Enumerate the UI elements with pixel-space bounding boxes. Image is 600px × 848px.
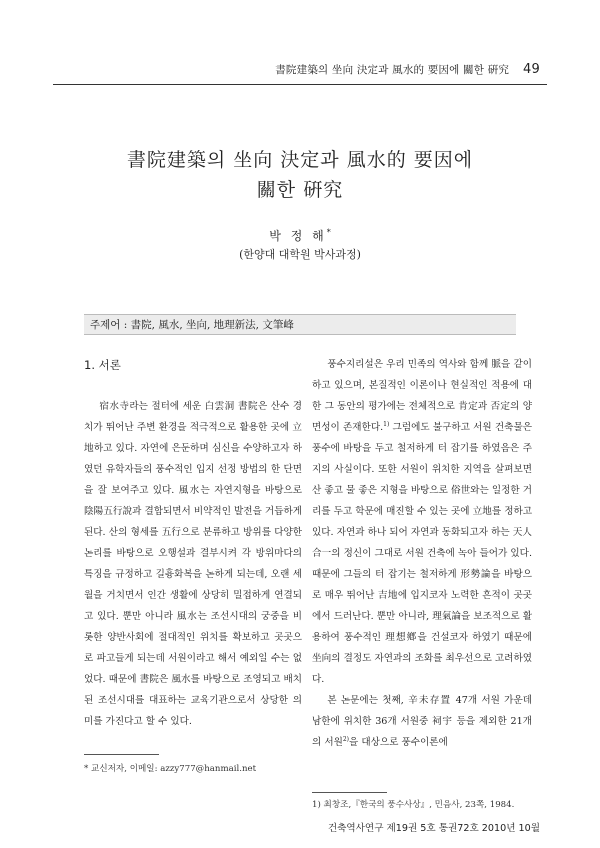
journal-footer: 건축역사연구 제19권 5호 통권72호 2010년 10월	[327, 823, 540, 834]
footnote-rule-left	[84, 754, 159, 755]
footnote-corresponding-author: * 교신저자, 이메일: azzy777@hanmail.net	[84, 764, 257, 774]
running-head	[275, 62, 540, 77]
header-rule	[53, 84, 547, 85]
left-paragraph: 宿水寺라는 절터에 세운 白雲洞 書院은 산수 경치가 뛰어난 주변 환경을 적극적으로 활용한 곳에 立地하고 있다. 자연에 은둔하며 심신을 수양하고자 하였던 유학자들의 풍수적인 입지 선정 방법의 한 단면을 잘 보여주고 있다. 風水는 자연지형을 바탕으로 陰陽五行說과 결합되면서 비약적인 발전을 거듭하게 된다. 산의 형세를 五行으로 분류하고 방위를 다양한 논리를 바탕으로 오행설과 결부시켜 각 방위마다의 특징을 규정하고 길흉화복을 논하게 되는데, 오랜 세월을 거치면서 인간 생활에 상당히 밀접하게 연결되고 있다. 뿐만 아니라 風水는 조선시대의 궁중을 비롯한 양반사회에 절대적인 위치를 확보하고 곳곳으로 파고들게 되는데 서원이라고 해서 예외일 수는 없었다. 때문에 書院은 風水를 바탕으로 조영되고 배치된 조선시대를 대표하는 교육기관으로서 상당한 의미를 가진다고 할 수 있다.	[84, 401, 302, 727]
right-column	[312, 354, 532, 753]
author-name: 박 정 해	[269, 229, 327, 243]
right-paragraph-2-text-a: 본 논문에는 첫째, 辛未存置 47개 서원 가운데 남한에 위치한 36개 서원중 祠宇 등을 제외한 21개의 서원	[312, 695, 532, 748]
author	[0, 227, 600, 244]
left-column	[84, 354, 302, 732]
right-paragraph-1-text-b: 그럼에도 불구하고 서원 건축물은 풍수에 바탕을 두고 철저하게 터 잡기를 하였음은 주지의 사실이다. 또한 서원이 위치한 지역을 살펴보면 산 좋고 물 좋은 지형을 바탕으로 俗世와는 일정한 거리를 두고 학문에 매진할 수 있는 곳에 立地를 정하고 있다. 자연과 하나 되어 자연과 동화되고자 하는 天人合一의 정신이 그대로 서원 건축에 녹아 들어가 있다. 때문에 그들의 터 잡기는 철저하게 形勢論을 바탕으로 매우 뛰어난 吉地에 입지코자 노력한 흔적이 곳곳에서 드러난다. 뿐만 아니라, 理氣論을 보조적으로 활용하여 풍수적인 理想鄕을 건설코자 하였기 때문에 坐向의 결정도 자연과의 조화를 최우선으로 고려하였다.	[312, 422, 532, 685]
title-line-2: 關한 硏究	[256, 179, 344, 201]
right-paragraph-2	[312, 690, 532, 753]
footnote-rule-right	[312, 792, 387, 793]
running-head-title: 書院建築의 坐向 決定과 風水的 要因에 關한 硏究	[275, 64, 510, 76]
section-heading: 1. 서론	[84, 358, 121, 372]
right-paragraph-1-text-a: 풍수지리설은 우리 민족의 역사와 함께 脈을 같이 하고 있으며, 본질적인 이론이나 현실적인 적용에 대한 그 동안의 평가에는 전체적으로 肯定과 否定의 양면성이 존재한다.	[312, 359, 532, 433]
title-line-1: 書院建築의 坐向 決定과 風水的 要因에	[126, 149, 474, 171]
right-paragraph-2-text-b: 을 대상으로 풍수이론에	[349, 737, 448, 748]
footnote-ref-2: 2)	[342, 735, 350, 743]
page-number: 49	[523, 62, 540, 77]
footnote-1: 1) 최창조,『한국의 풍수사상』, 민음사, 23쪽, 1984.	[312, 800, 515, 810]
paper-title	[60, 145, 540, 205]
author-affiliation: (한양대 대학원 박사과정)	[239, 248, 361, 261]
right-paragraph-1	[312, 354, 532, 690]
author-marker: *	[326, 228, 331, 237]
footnote-ref-1: 1)	[383, 420, 390, 428]
keywords-box: 주제어 : 書院, 風水, 坐向, 地理新法, 文筆峰	[84, 314, 516, 335]
